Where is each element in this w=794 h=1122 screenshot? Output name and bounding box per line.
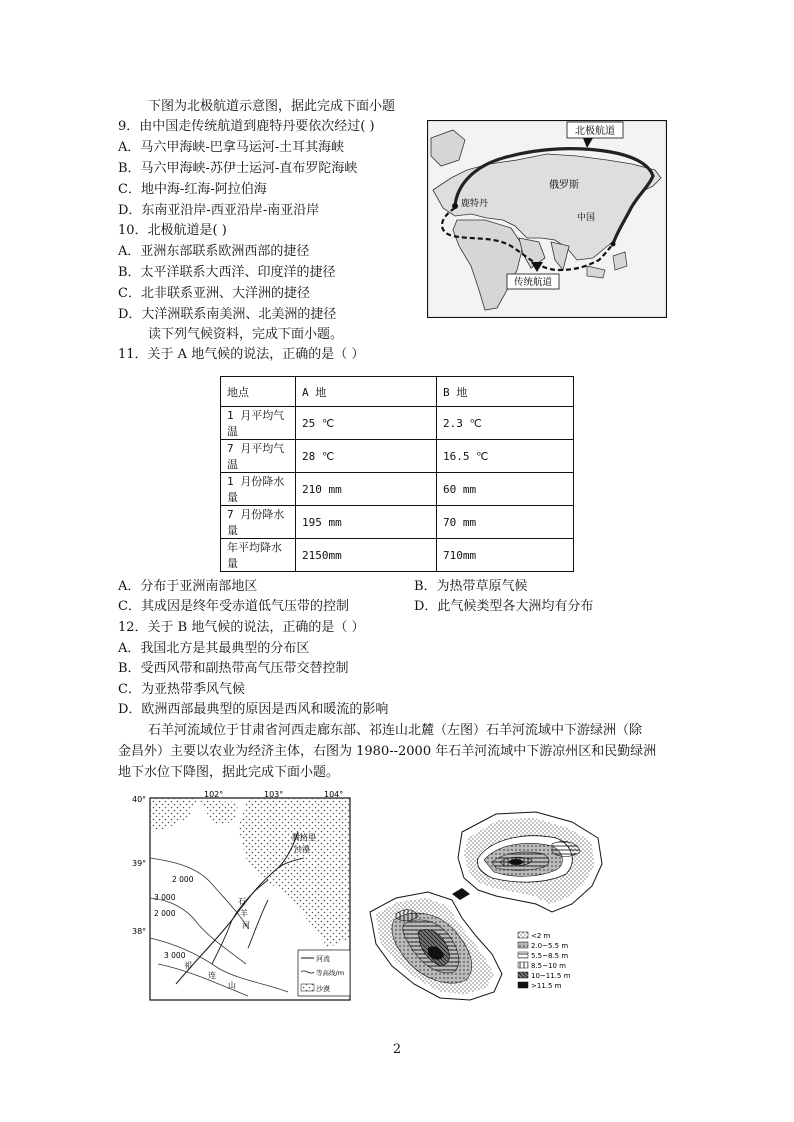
contour-label: 2 000 [154,909,176,918]
table-header-cell: B 地 [437,377,574,407]
q9-option-b: B．马六甲海峡-苏伊士运河-直布罗陀海峡 [118,161,358,176]
table-header-cell: A 地 [296,377,437,407]
legend-item: <2 m [531,932,551,940]
q9-option-c: C．地中海-红海-阿拉伯海 [118,182,267,197]
china-marker [611,242,616,247]
legend-contour: 等高线/m [316,969,345,977]
table-header-cell: 地点 [221,377,296,407]
intro-text-3-line-1: 石羊河流域位于甘肃省河西走廊东部、祁连山北麓（左图）石羊河流域中下游绿洲（除 [148,723,643,738]
legend-item: 8.5~10 m [531,962,566,970]
rotterdam-marker [452,203,458,209]
china-label: 中国 [577,213,596,223]
q10-option-b: B．太平洋联系大西洋、印度洋的捷径 [118,265,336,280]
place-label: 腾格里 [292,833,316,842]
table-row [221,473,574,506]
table-cell: 7 月份降水量 [221,506,296,539]
place-label: 山 [228,981,236,990]
place-label: 连 [208,971,216,980]
table-cell: 7 月平均气温 [221,440,296,473]
place-label: 羊 [240,909,248,918]
contour-label: 3 000 [154,893,176,902]
traditional-route-label: 传统航道 [513,277,553,288]
contour-label: 2 000 [172,875,194,884]
table-row [221,539,574,572]
lat-label: 38° [132,927,147,936]
groundwater-decline-map [366,808,606,1004]
table-cell: 210 mm [296,473,437,506]
table-cell: 16.5 ℃ [437,440,574,473]
q9-option-d: D．东南亚沿岸-西亚沿岸-南亚沿岸 [118,203,320,218]
table-row [221,407,574,440]
question-10-stem: 10．北极航道是( ) [118,223,227,238]
intro-text-1: 下图为北极航道示意图，据此完成下面小题 [148,99,396,114]
table-row [221,506,574,539]
q12-option-a: A．我国北方是其最典型的分布区 [118,641,310,656]
intro-text-3-line-3: 地下水位下降图，据此完成下面小题。 [118,765,340,780]
legend-item: 2.0~5.5 m [531,942,569,950]
lat-label: 40° [132,795,147,804]
q12-option-b: B．受西风带和副热带高气压带交替控制 [118,661,349,676]
table-cell: 28 ℃ [296,440,437,473]
intro-text-2: 读下列气候资料，完成下面小题。 [148,327,344,342]
table-cell: 70 mm [437,506,574,539]
lon-label: 103° [264,790,284,799]
q9-option-a: A．马六甲海峡-巴拿马运河-土耳其海峡 [118,140,345,155]
table-cell: 年平均降水量 [221,539,296,572]
table-cell: 1 月份降水量 [221,473,296,506]
place-label: 河 [242,921,250,930]
arctic-route-label: 北极航道 [575,126,615,137]
legend-item: >11.5 m [531,982,562,990]
question-9-stem: 9．由中国走传统航道到鹿特丹要依次经过( ) [118,119,375,134]
table-header-row [221,377,574,407]
lon-label: 102° [204,790,224,799]
legend-item: 5.5~8.5 m [531,952,569,960]
table-cell: 60 mm [437,473,574,506]
place-label: 石 [238,897,246,906]
russia-label: 俄罗斯 [549,180,579,191]
table-cell: 195 mm [296,506,437,539]
legend-desert: 沙漠 [316,985,330,993]
arctic-route-map [427,120,667,318]
climate-table [220,376,574,572]
table-cell: 710mm [437,539,574,572]
table-cell: 2150mm [296,539,437,572]
q12-option-d: D．欧洲西部最典型的原因是西风和暖流的影响 [118,702,389,717]
lat-label: 39° [132,859,147,868]
q11-option-b: B．为热带草原气候 [414,579,528,594]
q10-option-d: D．大洋洲联系南美洲、北美洲的捷径 [118,307,337,322]
q11-option-c: C．其成因是终年受赤道低气压带的控制 [118,599,349,614]
place-label: 祁 [184,961,192,970]
table-row [221,440,574,473]
legend-river: 河流 [316,955,330,963]
q12-option-c: C．为亚热带季风气候 [118,682,245,697]
contour-label: 3 000 [164,951,186,960]
lon-label: 104° [324,790,344,799]
q11-option-a: A．分布于亚洲南部地区 [118,579,258,594]
page-number: 2 [392,1042,402,1057]
q10-option-c: C．北非联系亚洲、大洋洲的捷径 [118,286,310,301]
shiyang-basin-map [128,788,358,1006]
rotterdam-label: 鹿特丹 [461,199,489,209]
table-cell: 2.3 ℃ [437,407,574,440]
table-cell: 25 ℃ [296,407,437,440]
q11-option-d: D．此气候类型各大洲均有分布 [414,599,594,614]
place-label: 沙漠 [294,845,310,854]
q10-option-a: A．亚洲东部联系欧洲西部的捷径 [118,244,310,259]
intro-text-3-line-2: 金昌外）主要以农业为经济主体，右图为 1980--2000 年石羊河流域中下游凉州区和民勤绿洲 [118,744,657,759]
question-11-stem: 11．关于 A 地气候的说法，正确的是（ ） [118,347,365,362]
legend-item: 10~11.5 m [531,972,571,980]
table-cell: 1 月平均气温 [221,407,296,440]
question-12-stem: 12．关于 B 地气候的说法，正确的是（ ） [118,620,365,635]
